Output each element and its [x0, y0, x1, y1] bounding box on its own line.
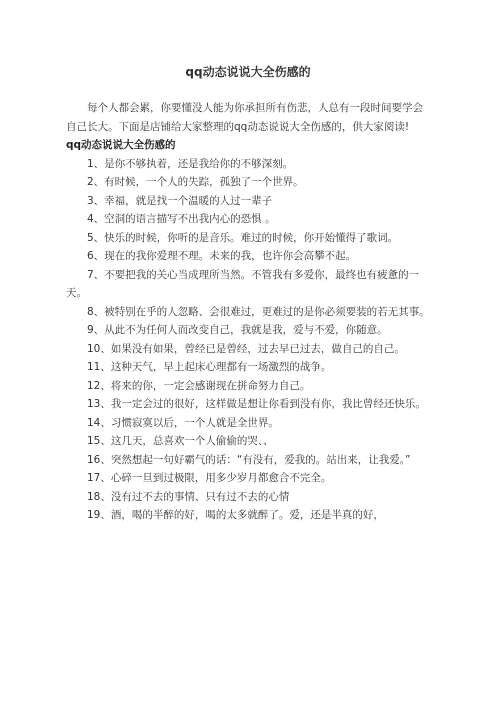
list-item: 4、空洞的语言描写不出我内心的恐惧 。	[87, 213, 276, 225]
list-item: 18、没有过不去的事情、只有过不去的心情	[87, 490, 290, 503]
list-item: 8、被特别在乎的人忽略、会很难过，更难过的是你必须要装的若无其事。	[87, 305, 430, 318]
intro-paragraph: 每个人都会累，你要懂没人能为你承担所有伤悲，人总有一段时间要学会自己长大。下面是店铺给大家整理的qq动态说说大全伤感的，供大家阅读!	[66, 102, 423, 133]
list-item: 7、不要把我的关心当成理所当然。不管我有多爱你，最终也有疲惫的一天。	[66, 268, 420, 299]
list-item: 16、突然想起一句好霸气的话：“有没有，爱我的。站出来，让我爱。”	[87, 453, 411, 466]
list-item: 9、从此不为任何人而改变自己，我就是我，爱与不爱，你随意。	[87, 324, 388, 336]
list-item: 13、我一定会过的很好，这样做是想让你看到没有你，我比曾经还快乐。	[87, 398, 426, 410]
list-item: 5、快乐的时候，你听的是音乐。难过的时候，你开始懂得了歌词。	[87, 231, 399, 244]
document-title: qq动态说说大全伤感的	[185, 65, 311, 79]
list-item: 11、这种天气，早上起床心理都有一场激烈的战争。	[87, 361, 332, 373]
list-item: 14、习惯寂寞以后，一个人就是全世界。	[87, 416, 279, 429]
section-heading: qq动态说说大全伤感的	[66, 139, 176, 151]
list-item: 12、将来的你，一定会感谢现在拼命努力自己。	[87, 379, 311, 392]
list-item: 10、如果没有如果，曾经已是曾经，过去早已过去，做自己的自己。	[87, 342, 405, 355]
quote-list	[66, 155, 430, 525]
list-item: 1、是你不够执着，还是我给你的不够深刻。	[87, 157, 294, 170]
list-item: 15、这几天，总喜欢一个人偷偷的哭、、	[87, 435, 274, 447]
list-item: 6、现在的我你爱理不理。未来的我，也许你会高攀不起。	[87, 250, 357, 262]
list-item: 19、酒，喝的半醉的好，喝的太多就醉了。爱，还是半真的好，	[87, 509, 384, 521]
list-item: 17、心碎一旦到过极限，用多少岁月都愈合不完全。	[87, 472, 332, 484]
list-item: 2、有时候，一个人的失踪，孤独了一个世界。	[87, 176, 304, 188]
list-item: 3、幸福，就是找一个温暖的人过一辈子	[87, 194, 273, 207]
